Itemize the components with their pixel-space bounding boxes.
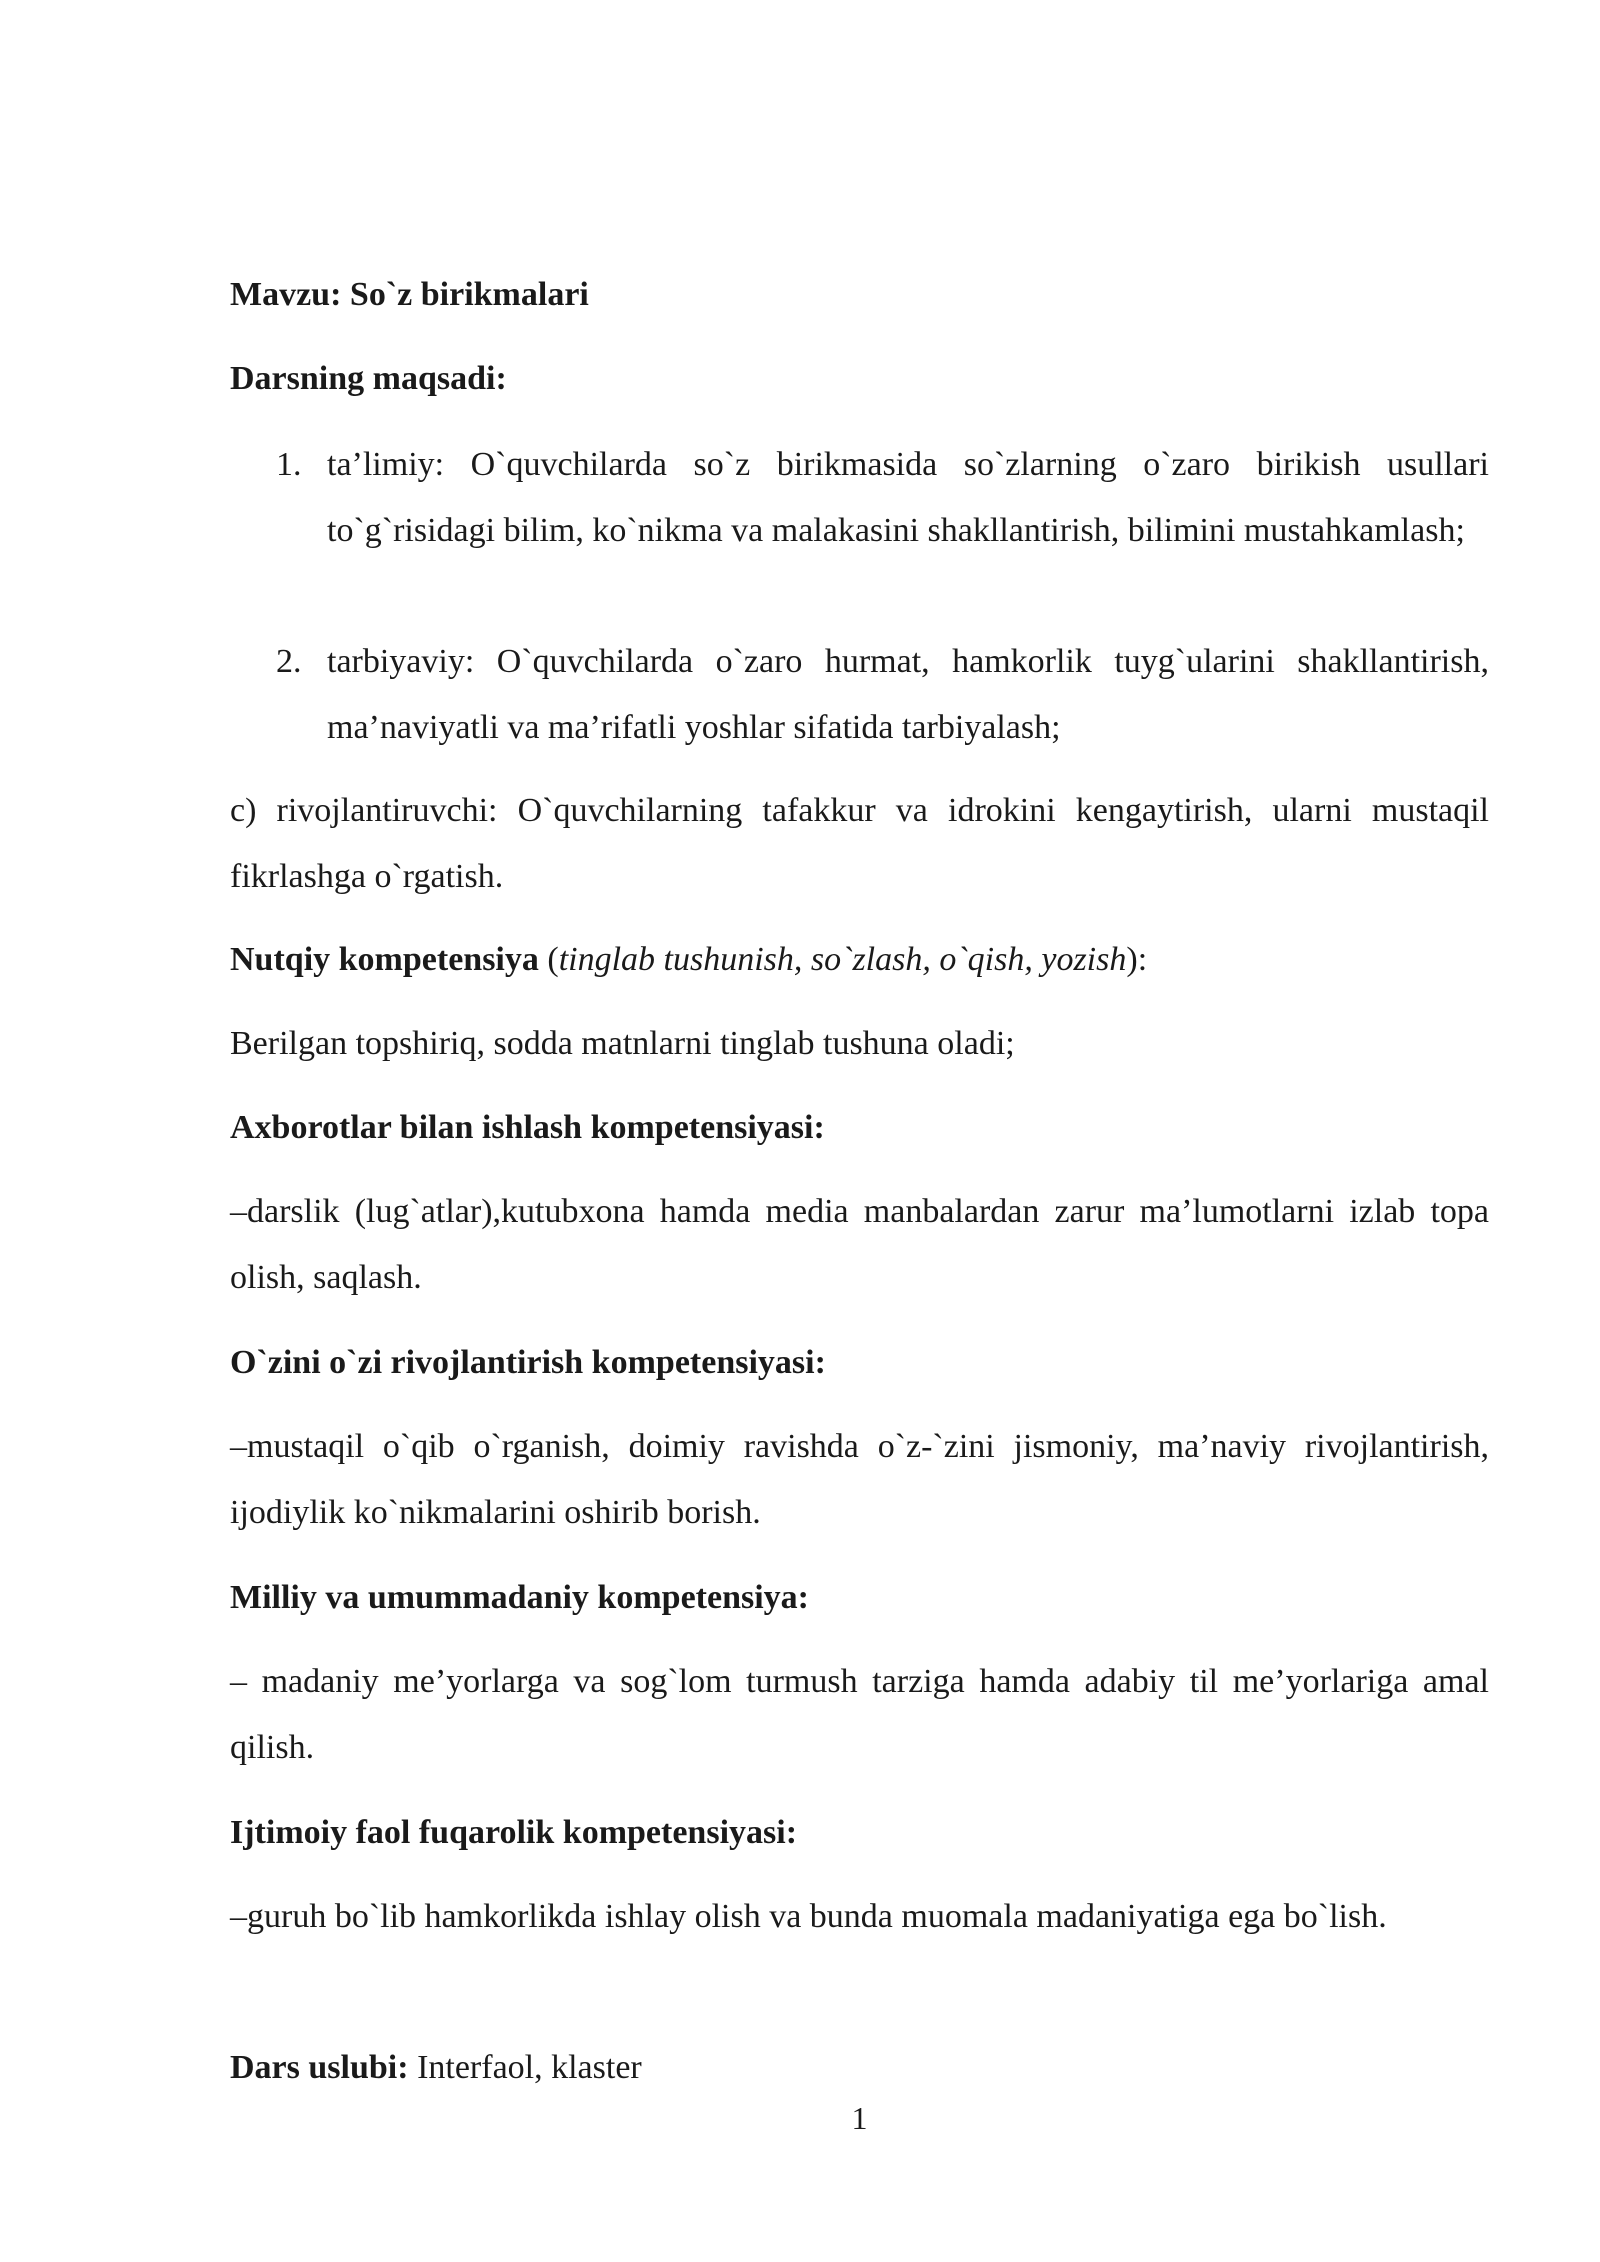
section-heading-1: Axborotlar bilan ishlash kompetensiyasi: [230,1109,825,1146]
method-label: Dars uslubi: [230,2049,409,2086]
goal-number-2: 2. [276,643,302,680]
section-text-3: – madaniy me’yorlarga va sog`lom turmush tarziga hamda adabiy til me’yorlariga amal qilish. [230,1663,1489,1766]
speech-skills: tinglab tushunish, so`zlash, o`qish, yozish [558,941,1127,978]
speech-close: ): [1126,941,1148,978]
goal-c-paragraph: c) rivojlantiruvchi: O`quvchilarning tafakkur va idrokini kengaytirish, ularni mustaqil fikrlashga o`rgatish. [230,792,1489,895]
goal-item-2 [276,629,1489,761]
topic-line [230,262,1489,328]
topic-title: So`z birikmalari [349,276,589,313]
document-page [230,0,1489,2262]
section-text-1: –darslik (lug`atlar),kutubxona hamda media manbalardan zarur ma’lumotlarni izlab topa olish, saqlash. [230,1193,1489,1296]
section-text-2: –mustaqil o`qib o`rganish, doimiy ravishda o`z-`zini jismoniy, ma’naviy rivojlantirish, ijodiylik ko`nikmalarini oshirib borish. [230,1428,1489,1531]
method-line [230,2035,1489,2101]
section-heading-2: O`zini o`zi rivojlantirish kompetensiyasi: [230,1344,826,1381]
method-value: Interfaol, klaster [408,2049,642,2086]
speech-heading: Nutqiy kompetensiya [230,941,539,978]
speech-competence-heading [230,927,1489,993]
goal-text-1: ta’limiy: O`quvchilarda so`z birikmasida so`zlarning o`zaro birikish usullari to`g`risidagi bilim, ko`nikma va malakasini shakllantirish, bilimini mustahkamlash; [327,446,1489,549]
section-text-4: –guruh bo`lib hamkorlikda ishlay olish va bunda muomala madaniyatiga ega bo`lish. [230,1898,1387,1935]
topic-label: Mavzu: [230,276,342,313]
goal-heading: Darsning maqsadi: [230,360,507,397]
goal-item-1 [276,432,1489,564]
goal-text-2: tarbiyaviy: O`quvchilarda o`zaro hurmat, hamkorlik tuyg`ularini shakllantirish, ma’naviyatli va ma’rifatli yoshlar sifatida tarbiyalash; [327,643,1489,746]
goal-number-1: 1. [276,446,302,483]
speech-competence-text: Berilgan topshiriq, sodda matnlarni tinglab tushuna oladi; [230,1025,1015,1062]
page-number: 1 [851,2100,868,2136]
speech-open: ( [538,941,559,978]
section-heading-4: Ijtimoiy faol fuqarolik kompetensiyasi: [230,1814,798,1851]
section-heading-3: Milliy va umummadaniy kompetensiya: [230,1579,809,1616]
